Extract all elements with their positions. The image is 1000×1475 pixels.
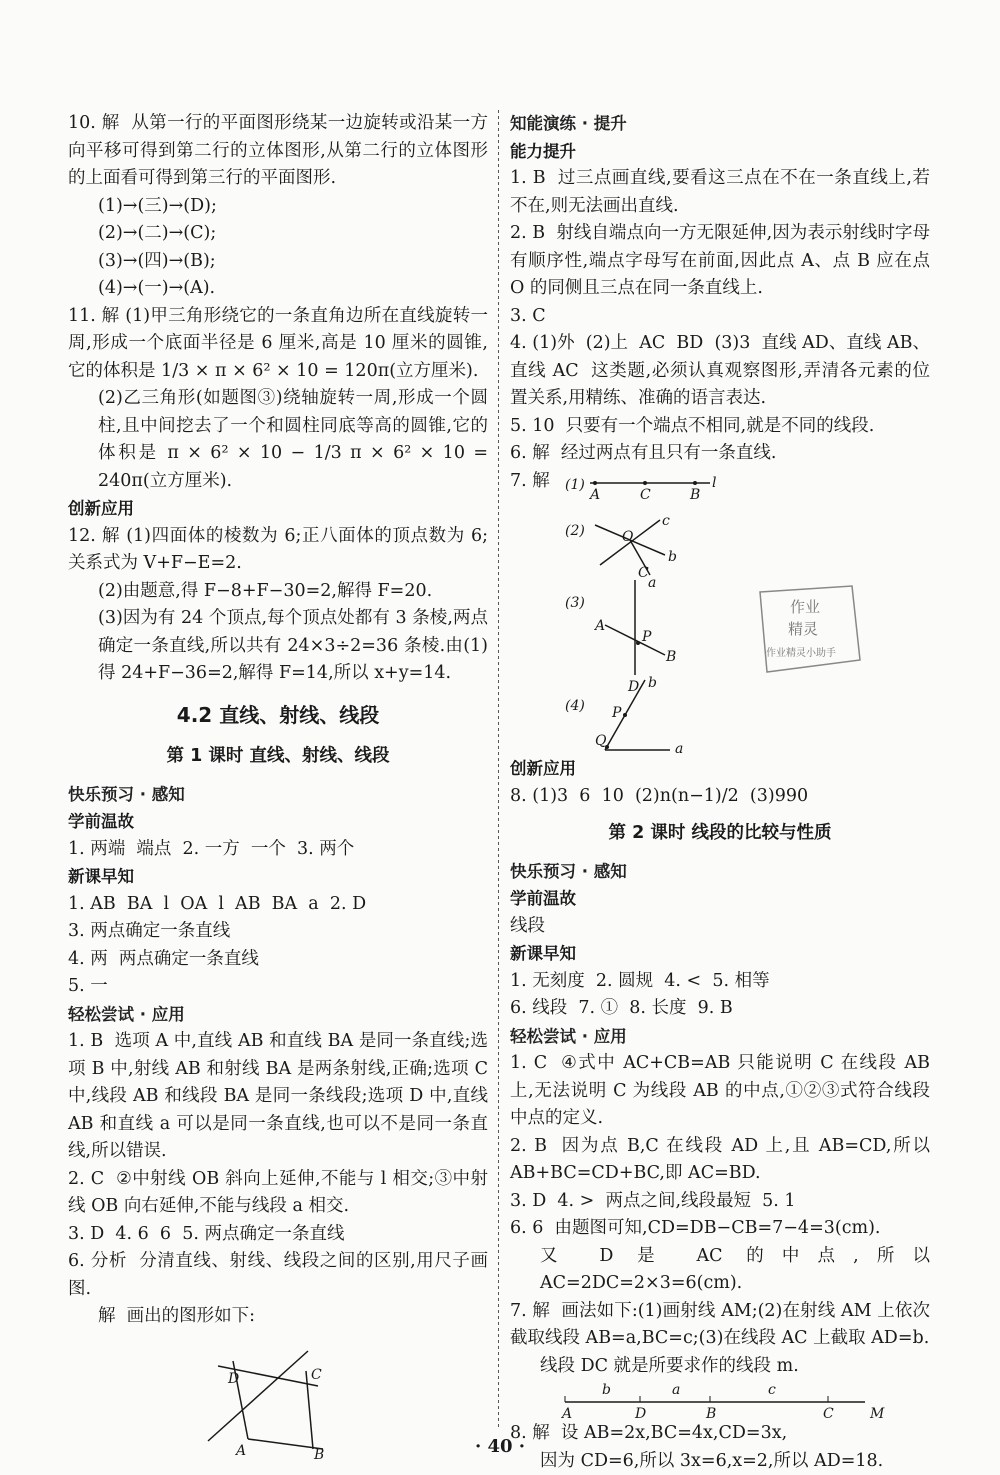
svg-text:A: A	[588, 487, 600, 503]
section-title: 4.2 直线、射线、线段	[68, 702, 488, 730]
stamp-top: 作业	[790, 598, 820, 616]
q12-answer-part3: (3)因为有 24 个顶点,每个顶点处都有 3 条棱,两点确定一条直线,所以共有 24×3÷2=36 条棱.由(1)得 24+F−36=2,解得 F=14,所以 x+y=14.	[68, 605, 488, 688]
ability-answer-2: 2. B 射线自端点向一方无限延伸,因为表示射线时字母有顺序性,端点字母写在前面,因此点 A、点 B 应在点 O 的同侧且三点在同一条直线上.	[510, 220, 930, 303]
fig-label-2: (2)	[565, 523, 585, 539]
homework-stamp-logo	[752, 582, 867, 677]
try-answer-6-analysis: 6. 分析 分清直线、射线、线段之间的区别,用尺子画图.	[68, 1248, 488, 1303]
svg-text:P: P	[641, 629, 652, 645]
try-answer-3: 3. D 4. 6 6 5. 两点确定一条直线	[68, 1221, 488, 1249]
svg-text:B: B	[705, 1406, 716, 1422]
review-answers: 1. 两端 端点 2. 一方 一个 3. 两个	[68, 836, 488, 864]
ability-answer-1: 1. B 过三点画直线,要看这三点在不在一条直线上,若不在,则无法画出直线.	[510, 165, 930, 220]
new-answer-2: 6. 线段 7. ① 8. 长度 9. B	[510, 995, 930, 1023]
stamp-mid: 精灵	[788, 620, 818, 638]
ability-answer-7: 7. 解	[510, 468, 930, 496]
svg-text:l: l	[712, 475, 716, 491]
svg-text:a: a	[648, 575, 656, 591]
svg-text:B: B	[689, 487, 700, 503]
ability-answer-6: 6. 解 经过两点有且只有一条直线.	[510, 440, 930, 468]
new-answer: 4. 两 两点确定一条直线	[68, 946, 488, 974]
svg-text:O: O	[622, 529, 634, 545]
svg-text:b: b	[602, 1382, 611, 1398]
try-answer-6-solution: 解 画出的图形如下:	[68, 1303, 488, 1331]
new-lesson-heading: 新课早知	[68, 863, 488, 891]
try-answer-1: 1. B 选项 A 中,直线 AB 和直线 BA 是同一条直线;选项 B 中,射线 AB 和射线 BA 是两条射线,正确;选项 C 中,线段 AB 和线段 BA 是同一条线段;选项 D 中,直线 AB 和直线 a 可以是同一条直线,也可以不是同一条直线,所以错误.	[68, 1028, 488, 1166]
review-heading-2: 学前温故	[510, 885, 930, 913]
svg-text:D: D	[634, 1406, 646, 1422]
svg-text:C: C	[311, 1367, 322, 1383]
review-heading: 学前温故	[68, 808, 488, 836]
svg-text:c: c	[768, 1382, 776, 1398]
try2-answer-3: 3. D 4. > 两点之间,线段最短 5. 1	[510, 1188, 930, 1216]
left-column	[68, 110, 488, 1461]
practice-banner: 知能演练 · 提升	[510, 110, 930, 138]
svg-text:D: D	[227, 1371, 239, 1387]
q10-item: (4)→(一)→(A).	[68, 275, 488, 303]
page-number: · 40 ·	[0, 1436, 1000, 1457]
segment-construction-figure	[510, 1380, 930, 1420]
try-banner: 轻松尝试 · 应用	[68, 1001, 488, 1029]
q12-answer-part1: 12. 解 (1)四面体的棱数为 6;正八面体的顶点数为 6;关系式为 V+F−E=2.	[68, 523, 488, 578]
svg-text:C: C	[638, 565, 649, 581]
svg-text:c: c	[662, 513, 670, 529]
line-drawings-figure	[510, 495, 930, 755]
q11-answer-part2: (2)乙三角形(如题图③)绕轴旋转一周,形成一个圆柱,且中间挖去了一个和圆柱同底等高的圆锥,它的体积是 π × 6² × 10 − 1/3 π × 6² × 10 = 240π(立方厘米).	[68, 385, 488, 495]
try2-answer-2: 2. B 因为点 B,C 在线段 AD 上,且 AB=CD,所以 AB+BC=CD+BC,即 AC=BD.	[510, 1133, 930, 1188]
try2-answer-7a: 7. 解 画法如下:(1)画射线 AM;(2)在射线 AM 上依次截取线段 AB=a,BC=c;(3)在线段 AC 上截取 AD=b.	[510, 1298, 930, 1353]
svg-text:A: A	[560, 1406, 572, 1422]
new-answer: 3. 两点确定一条直线	[68, 918, 488, 946]
svg-text:b: b	[668, 549, 677, 565]
svg-text:a: a	[675, 741, 683, 757]
q10-answer: 10. 解 从第一行的平面图形绕某一边旋转或沿某一方向平移可得到第二行的立体图形,从第二行的立体图形的上面看可得到第三行的平面图形.	[68, 110, 488, 193]
try2-answer-8a: 8. 解 设 AB=2x,BC=4x,CD=3x,	[510, 1420, 930, 1448]
fig-label-4: (4)	[565, 698, 585, 714]
svg-text:C: C	[640, 487, 651, 503]
svg-text:M: M	[869, 1406, 885, 1422]
innovation-answer-8: 8. (1)3 6 10 (2)n(n−1)/2 (3)990	[510, 783, 930, 811]
svg-text:Q: Q	[595, 733, 607, 749]
svg-text:a: a	[672, 1382, 680, 1398]
svg-text:B: B	[665, 649, 676, 665]
q10-item: (3)→(四)→(B);	[68, 248, 488, 276]
svg-text:b: b	[648, 675, 657, 691]
new-answer-2: 1. 无刻度 2. 圆规 4. < 5. 相等	[510, 968, 930, 996]
lesson-title: 第 1 课时 直线、射线、线段	[68, 743, 488, 771]
ability-answer-3: 3. C	[510, 303, 930, 331]
fig-label-3: (3)	[565, 595, 585, 611]
svg-text:C: C	[823, 1406, 834, 1422]
column-divider	[498, 110, 499, 1430]
svg-text:D: D	[627, 679, 639, 695]
svg-text:B: B	[313, 1447, 324, 1463]
innovation-heading: 创新应用	[68, 495, 488, 523]
try2-answer-6a: 6. 6 由题图可知,CD=DB−CB=7−4=3(cm).	[510, 1215, 930, 1243]
new-answer: 5. 一	[68, 973, 488, 1001]
ability-answer-5: 5. 10 只要有一个端点不相同,就是不同的线段.	[510, 413, 930, 441]
try2-answer-6b: 又 D 是 AC 的中点,所以 AC=2DC=2×3=6(cm).	[510, 1243, 930, 1298]
q10-item: (2)→(二)→(C);	[68, 220, 488, 248]
svg-text:A: A	[234, 1443, 246, 1459]
q10-item: (1)→(三)→(D);	[68, 193, 488, 221]
ability-answer-4: 4. (1)外 (2)上 AC BD (3)3 直线 AD、直线 AB、直线 AC 这类题,必须认真观察图形,弄清各元素的位置关系,用精练、准确的语言表达.	[510, 330, 930, 413]
svg-text:A: A	[593, 618, 605, 634]
ability-heading: 能力提升	[510, 138, 930, 166]
try-answer-2: 2. C ②中射线 OB 斜向上延伸,不能与 l 相交;③中射线 OB 向右延伸,不能与线段 a 相交.	[68, 1166, 488, 1221]
fig-label-1: (1)	[565, 477, 585, 493]
right-column	[510, 110, 930, 1475]
new-lesson-heading-2: 新课早知	[510, 940, 930, 968]
preview-banner: 快乐预习 · 感知	[68, 781, 488, 809]
lesson2-title: 第 2 课时 线段的比较与性质	[510, 820, 930, 848]
q11-answer-part1: 11. 解 (1)甲三角形绕它的一条直角边所在直线旋转一周,形成一个底面半径是 6 厘米,高是 10 厘米的圆锥,它的体积是 1/3 × π × 6² × 10 = 120π(立方厘米).	[68, 303, 488, 386]
try2-answer-7b: 线段 DC 就是所要求作的线段 m.	[510, 1353, 930, 1381]
try2-answer-8b: 因为 CD=6,所以 3x=6,x=2,所以 AD=18.	[510, 1448, 930, 1475]
stamp-bottom: 作业精灵小助手	[766, 646, 836, 659]
try2-answer-1: 1. C ④式中 AC+CB=AB 只能说明 C 在线段 AB 上,无法说明 C 为线段 AB 的中点,①②③式符合线段中点的定义.	[510, 1050, 930, 1133]
try-banner-2: 轻松尝试 · 应用	[510, 1023, 930, 1051]
innovation-heading-right: 创新应用	[510, 755, 930, 783]
review-answer-2: 线段	[510, 913, 930, 941]
preview-banner-2: 快乐预习 · 感知	[510, 858, 930, 886]
new-answer: 1. AB BA l OA l AB BA a 2. D	[68, 891, 488, 919]
q12-answer-part2: (2)由题意,得 F−8+F−30=2,解得 F=20.	[68, 578, 488, 606]
svg-text:P: P	[611, 705, 622, 721]
